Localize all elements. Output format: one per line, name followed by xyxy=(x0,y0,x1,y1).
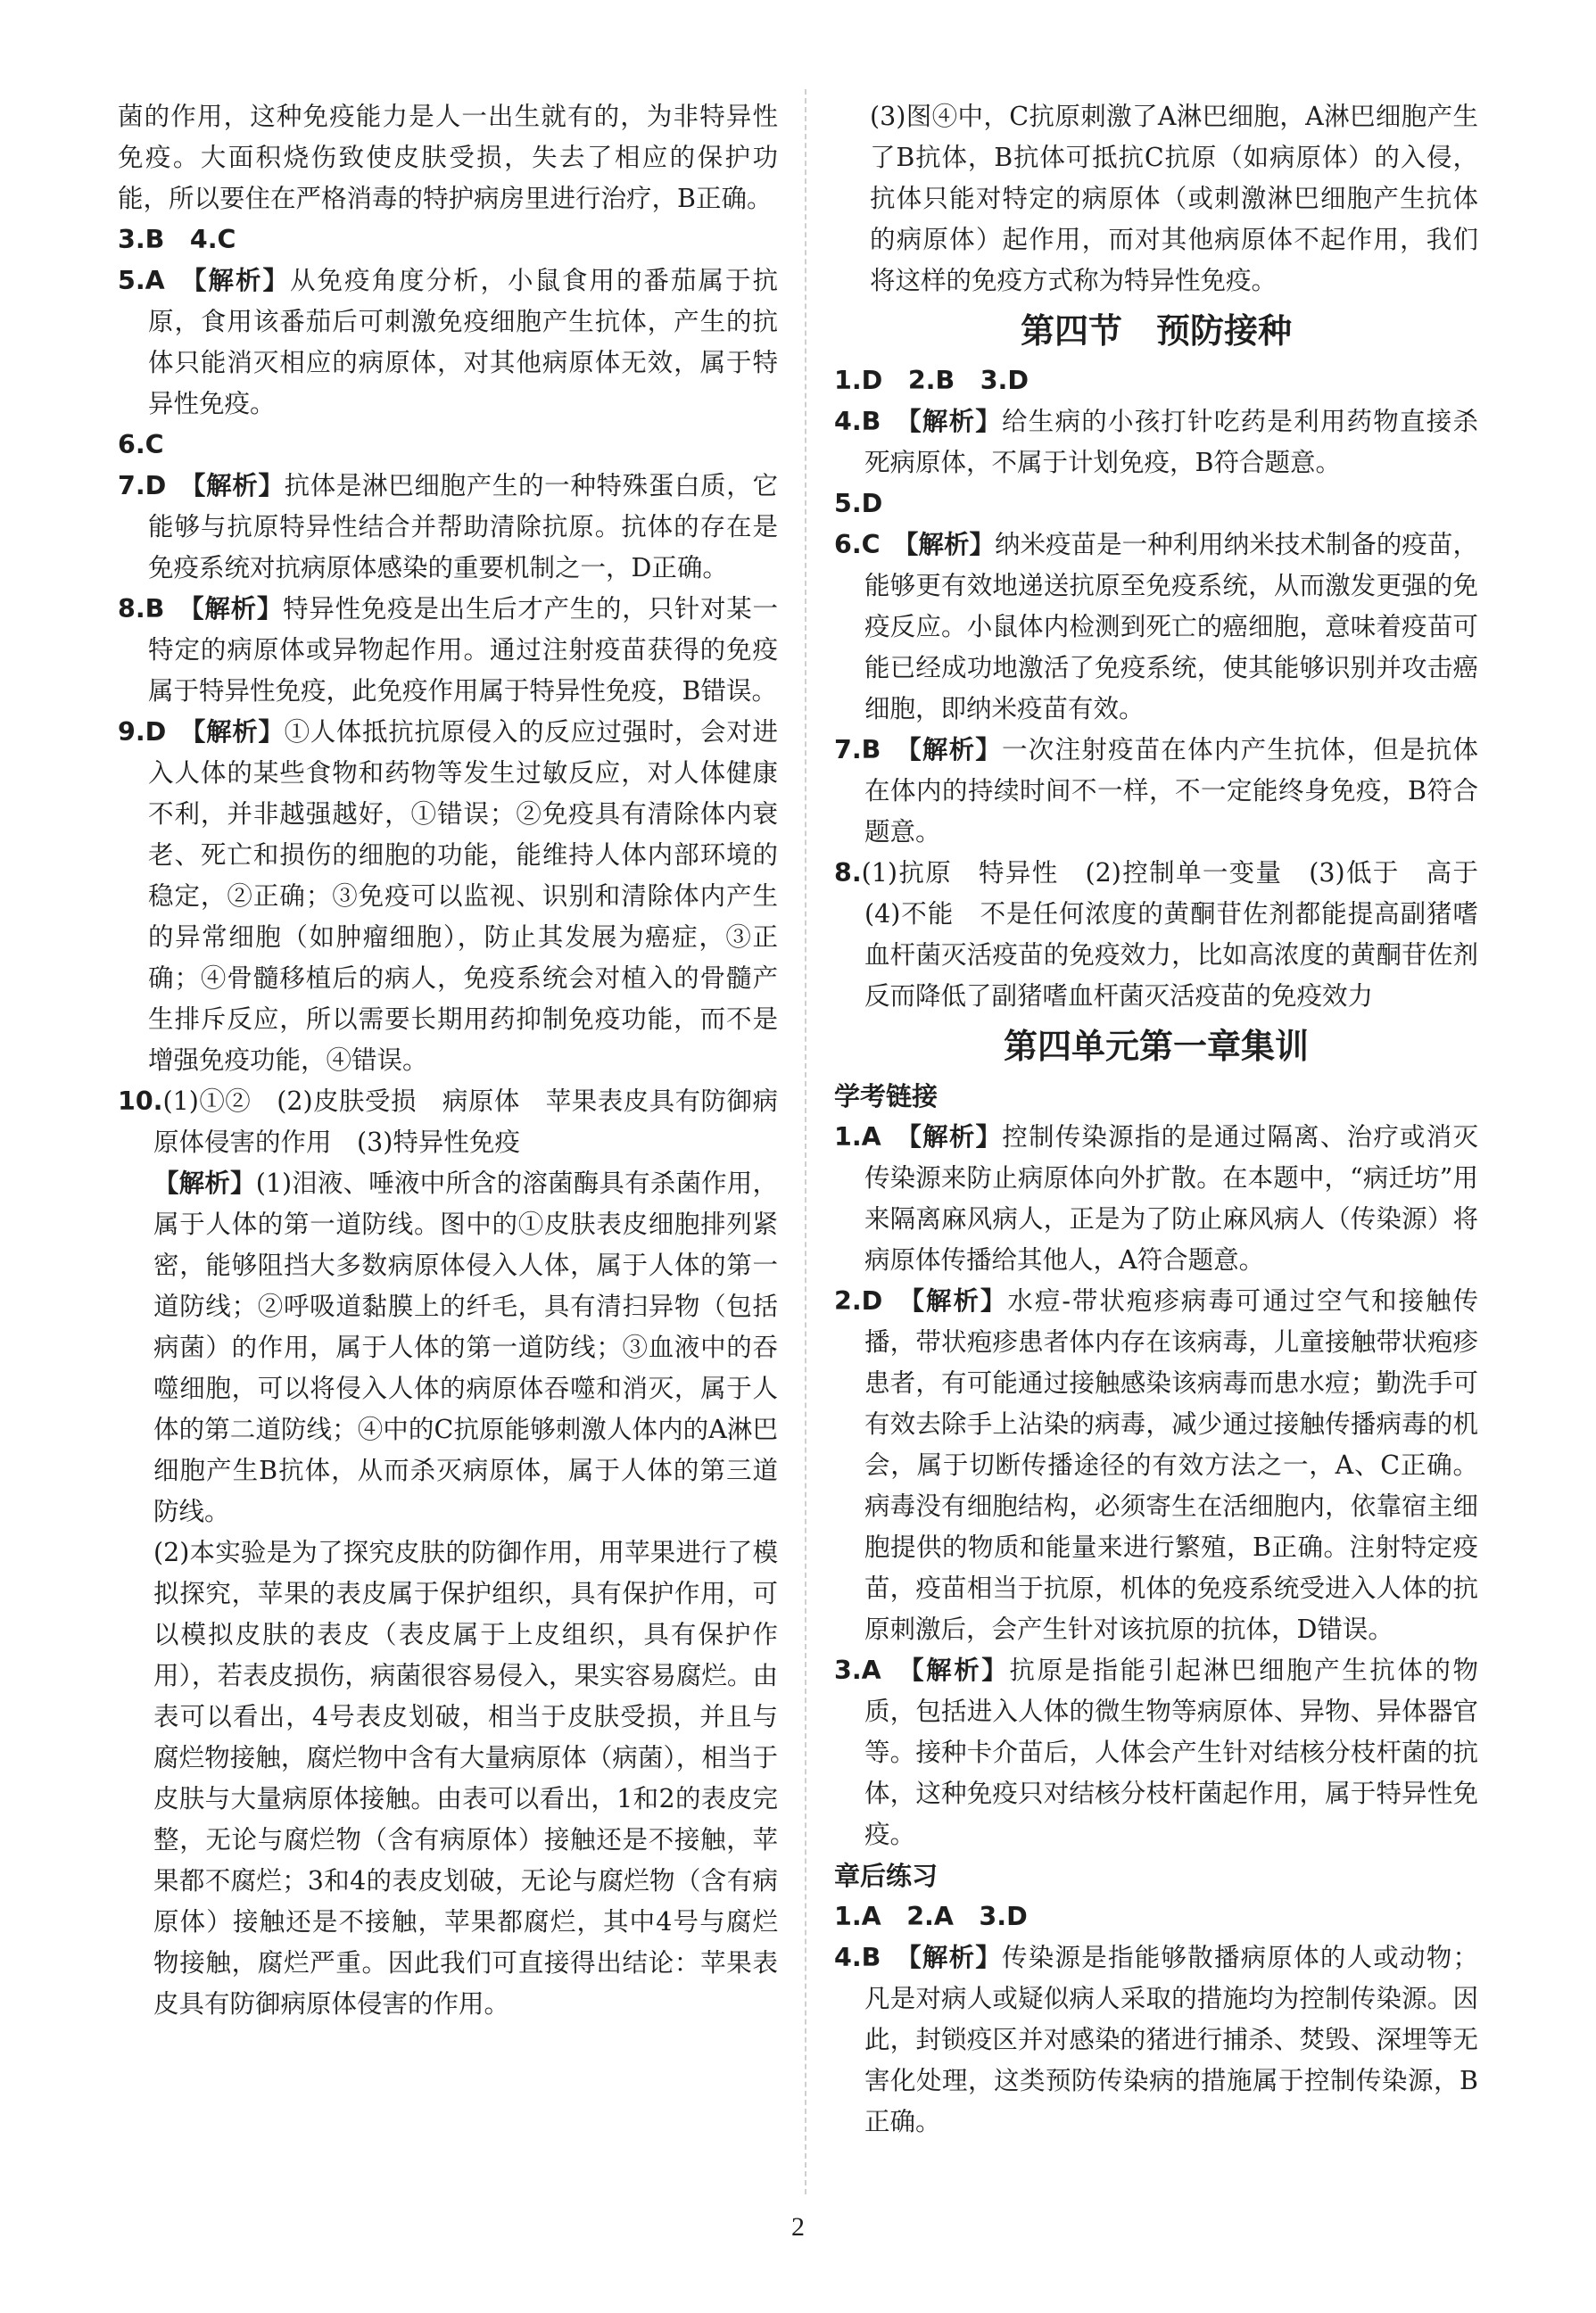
analysis-text: 传染源是指能够散播病原体的人或动物；凡是对病人或疑似病人采取的措施均为控制传染源。因此，封锁疫区并对感染的猪进行捕杀、焚毁、深埋等无害化处理，这类预防传染病的措施属于控制传染源，B正确。 xyxy=(864,1943,1478,2136)
answer-1-3 xyxy=(834,360,1478,401)
answer-4 xyxy=(834,401,1478,483)
answer-num: 3.A xyxy=(834,1656,881,1685)
right-column xyxy=(834,96,1504,2143)
analysis-tag: 【解析】 xyxy=(908,735,1003,764)
answer-num: 6.C xyxy=(834,530,881,559)
analysis-tag: 【解析】 xyxy=(193,471,285,500)
analysis-tag: 【解析】 xyxy=(908,1122,1003,1152)
analysis-tag: 【解析】 xyxy=(908,407,1003,436)
unit-answer-1 xyxy=(834,1117,1478,1281)
answer-num: 7.D xyxy=(118,471,167,500)
answer-key: 1.D 2.B 3.D xyxy=(834,366,1030,395)
analysis-tag: 【解析】 xyxy=(911,1656,1010,1685)
analysis-text: 纳米疫苗是一种利用纳米技术制备的疫苗，能够更有效地递送抗原至免疫系统，从而激发更强的免疫反应。小鼠体内检测到死亡的癌细胞，意味着疫苗可能已经成功地激活了免疫系统，使其能够识别并攻击癌细胞，即纳米疫苗有效。 xyxy=(864,530,1478,723)
left-column xyxy=(118,96,778,2025)
analysis-text: 抗体是淋巴细胞产生的一种特殊蛋白质，它能够与抗原特异性结合并帮助清除抗原。抗体的存在是免疫系统对抗病原体感染的重要机制之一，D正确。 xyxy=(148,471,778,582)
analysis-tag: 【解析】 xyxy=(194,266,290,295)
analysis-text: 特异性免疫是出生后才产生的，只针对某一特定的病原体或异物起作用。通过注射疫苗获得的免疫属于特异性免疫，此免疫作用属于特异性免疫，B错误。 xyxy=(148,594,778,706)
analysis-text: 给生病的小孩打针吃药是利用药物直接杀死病原体，不属于计划免疫，B符合题意。 xyxy=(864,407,1478,477)
answer-text: (1)①② (2)皮肤受损 病原体 苹果表皮具有防御病原体侵害的作用 (3)特异性免疫 xyxy=(153,1086,778,1157)
column-divider xyxy=(805,89,806,2194)
answer-6 xyxy=(834,525,1478,730)
analysis-text: (1)泪液、唾液中所含的溶菌酶具有杀菌作用，属于人体的第一道防线。图中的①皮肤表皮细胞排列紧密，能够阻挡大多数病原体侵入人体，属于人体的第一道防线；②呼吸道黏膜上的纤毛，具有清扫异物（包括病菌）的作用，属于人体的第一道防线；③血液中的吞噬细胞，可以将侵入人体的病原体吞噬和消灭，属于人体的第二道防线；④中的C抗原能够刺激人体内的A淋巴细胞产生B抗体，从而杀灭病原体，属于人体的第三道防线。 xyxy=(153,1169,778,1526)
answer-num: 1.A xyxy=(834,1122,881,1152)
answer-num: 9.D xyxy=(118,717,167,747)
analysis-10-part3: (3)图④中，C抗原刺激了A淋巴细胞，A淋巴细胞产生了B抗体，B抗体可抵抗C抗原（如病原体）的入侵，抗体只能对特定的病原体（或刺激淋巴细胞产生抗体的病原体）起作用，而对其他病原体不起作用，我们将这样的免疫方式称为特异性免疫。 xyxy=(870,102,1478,295)
answer-3-4 xyxy=(118,219,778,260)
analysis-tag: 【解析】 xyxy=(911,1286,1008,1316)
analysis-10-part1 xyxy=(118,1163,778,1532)
answer-num: 4.B xyxy=(834,1943,881,1972)
answer-num: 4.B xyxy=(834,407,881,436)
answer-key: 1.A 2.A 3.D xyxy=(834,1902,1028,1931)
chapter-answer-1-3 xyxy=(834,1896,1478,1937)
answer-key: 5.D xyxy=(834,489,883,518)
answer-num: 2.D xyxy=(834,1286,883,1316)
unit-answer-3 xyxy=(834,1650,1478,1855)
analysis-text: 抗原是指能引起淋巴细胞产生抗体的物质，包括进入人体的微生物等病原体、异物、异体器官等。接种卡介苗后，人体会产生针对结核分枝杆菌的抗体，这种免疫只对结核分枝杆菌起作用，属于特异性免疫。 xyxy=(864,1656,1478,1849)
section-title: 第四节 预防接种 xyxy=(1020,311,1292,351)
analysis-10-part2: (2)本实验是为了探究皮肤的防御作用，用苹果进行了模拟探究，苹果的表皮属于保护组织，具有保护作用，可以模拟皮肤的表皮（表皮属于上皮组织，具有保护作用），若表皮损伤，病菌很容易侵入，果实容易腐烂。由表可以看出，4号表皮划破，相当于皮肤受损，并且与腐烂物接触，腐烂物中含有大量病原体（病菌），相当于皮肤与大量病原体接触。由表可以看出，1和2的表皮完整，无论与腐烂物（含有病原体）接触还是不接触，苹果都不腐烂；3和4的表皮划破，无论与腐烂物（含有病原体）接触还是不接触，苹果都腐烂，其中4号与腐烂物接触，腐烂严重。因此我们可直接得出结论：苹果表皮具有防御病原体侵害的作用。 xyxy=(153,1538,778,2019)
analysis-text: 从免疫角度分析，小鼠食用的番茄属于抗原，食用该番茄后可刺激免疫细胞产生抗体，产生的抗体只能消灭相应的病原体，对其他病原体无效，属于特异性免疫。 xyxy=(148,266,778,418)
unit-title: 第四单元第一章集训 xyxy=(1003,1027,1309,1066)
answer-7 xyxy=(834,730,1478,853)
subsection-title: 章后练习 xyxy=(834,1861,939,1891)
answer-5 xyxy=(834,483,1478,525)
answer-num: 5.A xyxy=(118,266,165,295)
paragraph-continued: 菌的作用，这种免疫能力是人一出生就有的，为非特异性免疫。大面积烧伤致使皮肤受损，失去了相应的保护功能，所以要住在严格消毒的特护病房里进行治疗，B正确。 xyxy=(118,102,778,213)
analysis-text: 控制传染源指的是通过隔离、治疗或消灭传染源来防止病原体向外扩散。在本题中，“病迁坊”用来隔离麻风病人，正是为了防止麻风病人（传染源）将病原体传播给其他人，A符合题意。 xyxy=(864,1122,1478,1275)
answer-7 xyxy=(118,466,778,589)
analysis-text: 水痘-带状疱疹病毒可通过空气和接触传播，带状疱疹患者体内存在该病毒，儿童接触带状疱疹患者，有可能通过接触感染该病毒而患水痘；勤洗手可有效去除手上沾染的病毒，减少通过接触传播病毒的机会，属于切断传播途径的有效方法之一，A、C正确。病毒没有细胞结构，必须寄生在活细胞内，依靠宿主细胞提供的物质和能量来进行繁殖，B正确。注射特定疫苗，疫苗相当于抗原，机体的免疫系统受进入人体的抗原刺激后，会产生针对该抗原的抗体，D错误。 xyxy=(864,1286,1478,1644)
answer-10 xyxy=(118,1081,778,1163)
answer-9 xyxy=(118,712,778,1081)
subsection-title: 学考链接 xyxy=(834,1081,939,1111)
answer-key: 3.B 4.C xyxy=(118,225,236,254)
answer-text: (1)抗原 特异性 (2)控制单一变量 (3)低于 高于 (4)不能 不是任何浓度的黄酮苷佐剂都能提高副猪嗜血杆菌灭活疫苗的免疫效力，比如高浓度的黄酮苷佐剂反而降低了副猪嗜血杆菌灭活疫苗的免疫效力 xyxy=(861,858,1504,1011)
page-number: 2 xyxy=(791,2212,805,2242)
answer-8 xyxy=(834,853,1504,1017)
answer-5 xyxy=(118,260,778,425)
analysis-text: 一次注射疫苗在体内产生抗体，但是抗体在体内的持续时间不一样，不一定能终身免疫，B符合题意。 xyxy=(864,735,1478,847)
answer-num: 10. xyxy=(118,1086,163,1116)
analysis-tag: 【解析】 xyxy=(193,717,285,747)
unit-answer-2 xyxy=(834,1281,1478,1650)
analysis-text: ①人体抵抗抗原侵入的反应过强时，会对进入人体的某些食物和药物等发生过敏反应，对人体健康不利，并非越强越好，①错误；②免疫具有清除体内衰老、死亡和损伤的细胞的功能，能维持人体内部环境的稳定，②正确；③免疫可以监视、识别和清除体内产生的异常细胞（如肿瘤细胞），防止其发展为癌症，③正确；④骨髓移植后的病人，免疫系统会对植入的骨髓产生排斥反应，所以需要长期用药抑制免疫功能，而不是增强免疫功能，④错误。 xyxy=(148,717,778,1075)
answer-8 xyxy=(118,589,778,712)
chapter-answer-4 xyxy=(834,1937,1478,2143)
answer-6 xyxy=(118,425,778,466)
analysis-tag: 【解析】 xyxy=(153,1169,256,1198)
analysis-tag: 【解析】 xyxy=(191,594,284,624)
answer-num: 8. xyxy=(834,858,862,888)
answer-num: 8.B xyxy=(118,594,165,624)
answer-key: 6.C xyxy=(118,430,164,459)
analysis-tag: 【解析】 xyxy=(908,1943,1003,1972)
answer-num: 7.B xyxy=(834,735,881,764)
analysis-tag: 【解析】 xyxy=(906,530,995,559)
